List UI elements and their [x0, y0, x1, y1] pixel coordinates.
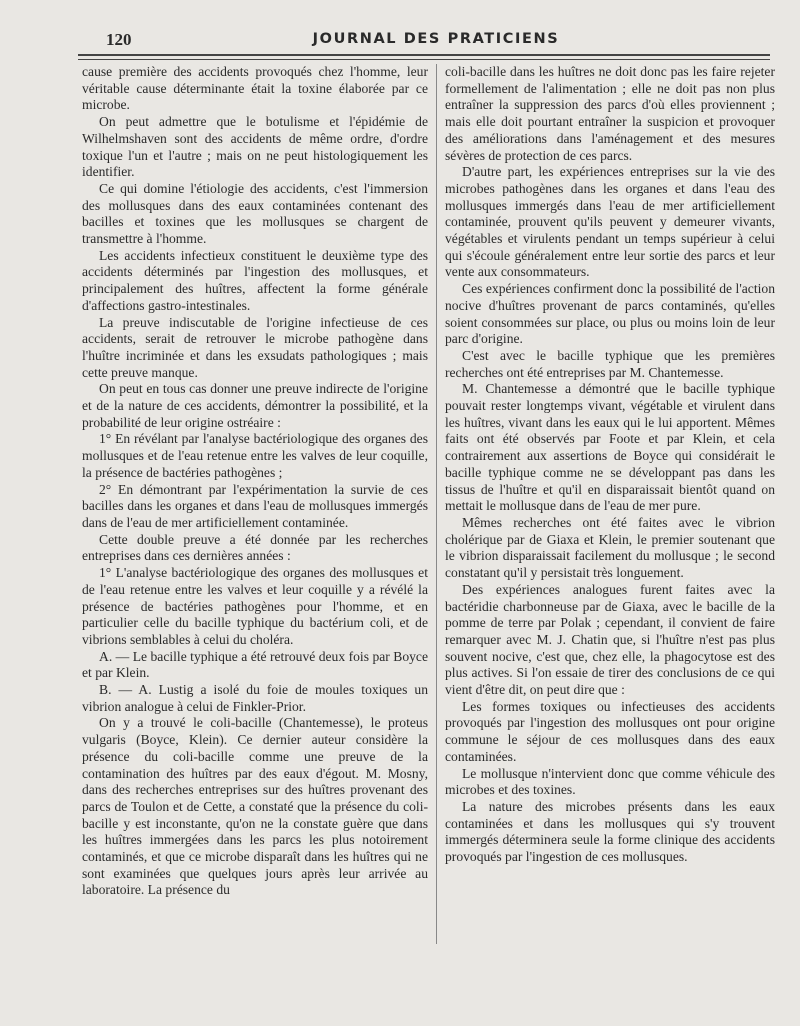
paragraph: Ces expériences confirment donc la possibilité de l'action nocive d'huîtres provenant de parcs contaminés, qu'elles soient consommées sur place, ou plus ou moins loin de leur parc d'origine. [445, 281, 775, 347]
paragraph: On peut en tous cas donner une preuve indirecte de l'origine et de la nature de ces accidents, démontrer la possibilité, et la probabilité de leur origine ostréaire : [82, 381, 428, 430]
paragraph: Mêmes recherches ont été faites avec le vibrion cholérique par de Giaxa et Klein, le premier soutenant que le vibrion disparaissait facilement du mollusque ; le second constatant qu'il y persistait très longuement. [445, 514, 775, 581]
paragraph: cause première des accidents provoqués chez l'homme, leur véritable cause déterminante était la toxine élaborée par ce microbe. [82, 64, 428, 113]
paragraph: Le mollusque n'intervient donc que comme véhicule des microbes et des toxines. [445, 765, 775, 798]
right-column [445, 64, 775, 944]
paragraph: coli-bacille dans les huîtres ne doit donc pas les faire rejeter formellement de l'alimentation ; elle ne doit pas non plus entraîner la suppression des parcs d'où elles proviennent ; mais elle doit pourtant entraîner la suspicion et provoquer des améliorations dans l'aménagement et des mesures sévères de protection de ces parcs. [445, 64, 775, 163]
paragraph: On peut admettre que le botulisme et l'épidémie de Wilhelmshaven sont des accidents de même ordre, d'ordre toxique l'un et l'autre ; mais on ne peut histologiquement les identifier. [82, 114, 428, 180]
left-column [82, 64, 428, 944]
paragraph: La nature des microbes présents dans les eaux contaminées et dans les mollusques qui s'y trouvent immergés déterminera seule la forme clinique des accidents provoqués par l'ingestion de ces mollusques. [445, 798, 775, 865]
paragraph: On y a trouvé le coli-bacille (Chantemesse), le proteus vulgaris (Boyce, Klein). Ce dernier auteur considère la présence du coli-bacille comme une preuve de la contamination des huîtres par des eaux d'égout. M. Mosny, dans des recherches entreprises sur des huîtres provenant des parcs de Toulon et de Cette, a constaté que la présence du coli-bacille y est inconstante, qu'on ne la constate guère que dans les huîtres immergées dans les parcs les plus notoirement contaminés, et que ce microbe disparaît dans les huîtres qui ne sont examinées que quelques jours après leur arrivée au laboratoire. La présence du [82, 715, 428, 898]
paragraph: M. Chantemesse a démontré que le bacille typhique pouvait rester longtemps vivant, végétable et virulent dans les huîtres, vivant dans les eaux qui le lui apportent. Mêmes faits ont été observés par Foote et par Klein, et cela contrairement aux assertions de Boyce qui considérait le bacille typhique comme ne se développant pas dans les tissus de l'huître et qu'il en disparaissait bientôt quand on mettait le mollusque dans de l'eau de mer pure. [445, 381, 775, 514]
paragraph: Des expériences analogues furent faites avec la bactéridie charbonneuse par de Giaxa, avec le bacille de la pomme de terre par Polak ; cependant, il convient de faire remarquer avec M. J. Chatin que, si l'huître n'est pas plus souvent nocive, c'est que, chez elle, la phagocytose est des plus actives. Si l'on essaie de tirer des conclusions de ce qui vient d'être dit, on peut dire que : [445, 581, 775, 698]
column-divider [436, 64, 437, 944]
header-rule-thick [78, 54, 770, 56]
page-header [100, 28, 772, 50]
paragraph: Cette double preuve a été donnée par les recherches entreprises dans ces dernières années : [82, 531, 428, 564]
paragraph: La preuve indiscutable de l'origine infectieuse de ces accidents, serait de retrouver le microbe pathogène dans l'huître incriminée et dans les exsudats pathologiques ; mais cette preuve manque. [82, 314, 428, 380]
paragraph: A. — Le bacille typhique a été retrouvé deux fois par Boyce et par Klein. [82, 648, 428, 681]
paragraph: B. — A. Lustig a isolé du foie de moules toxiques un vibrion analogue à celui de Finkler-Prior. [82, 682, 428, 714]
paragraph: Ce qui domine l'étiologie des accidents, c'est l'immersion des mollusques dans des eaux contaminées contenant des bacilles et toxines que les mollusques se chargent de transmettre à l'homme. [82, 180, 428, 247]
page-number: 120 [106, 30, 132, 49]
paragraph: 2° En démontrant par l'expérimentation la survie de ces bacilles dans les organes et dans l'eau de mollusques immergés dans de l'eau de mer artificiellement contaminée. [82, 481, 428, 530]
paragraph: 1° L'analyse bactériologique des organes des mollusques et de l'eau retenue entre les valves et leur coquille y a révélé la présence de bactéries pathogènes pour l'homme, et en particulier celle du bacille typhique du bactérium coli, et de vibrions semblables à celui du choléra. [82, 565, 428, 647]
journal-title: JOURNAL DES PRATICIENS [312, 31, 560, 47]
paragraph: C'est avec le bacille typhique que les premières recherches ont été entreprises par M. Chantemesse. [445, 347, 775, 380]
paragraph: 1° En révélant par l'analyse bactériologique des organes des mollusques et de l'eau retenue entre les valves de leur coquille, la présence de bactéries pathogènes ; [82, 431, 428, 480]
header-rule-thin [78, 59, 770, 60]
paragraph: Les formes toxiques ou infectieuses des accidents provoqués par l'ingestion des mollusques ont pour origine commune le séjour de ces mollusques dans des eaux contaminées. [445, 698, 775, 764]
paragraph: D'autre part, les expériences entreprises sur la vie des microbes pathogènes dans les organes et dans l'eau des mollusques immergés dans l'eau de mer artificiellement contaminée, prouvent qu'ils peuvent y demeurer vivants, végétables et virulents pendant un temps supérieur à celui qui s'écoule généralement entre leur sortie des parcs et leur vente aux consommateurs. [445, 164, 775, 280]
paragraph: Les accidents infectieux constituent le deuxième type des accidents déterminés par l'ingestion des mollusques, et principalement des huîtres, affectent la forme générale d'affections gastro-intestinales. [82, 247, 428, 313]
